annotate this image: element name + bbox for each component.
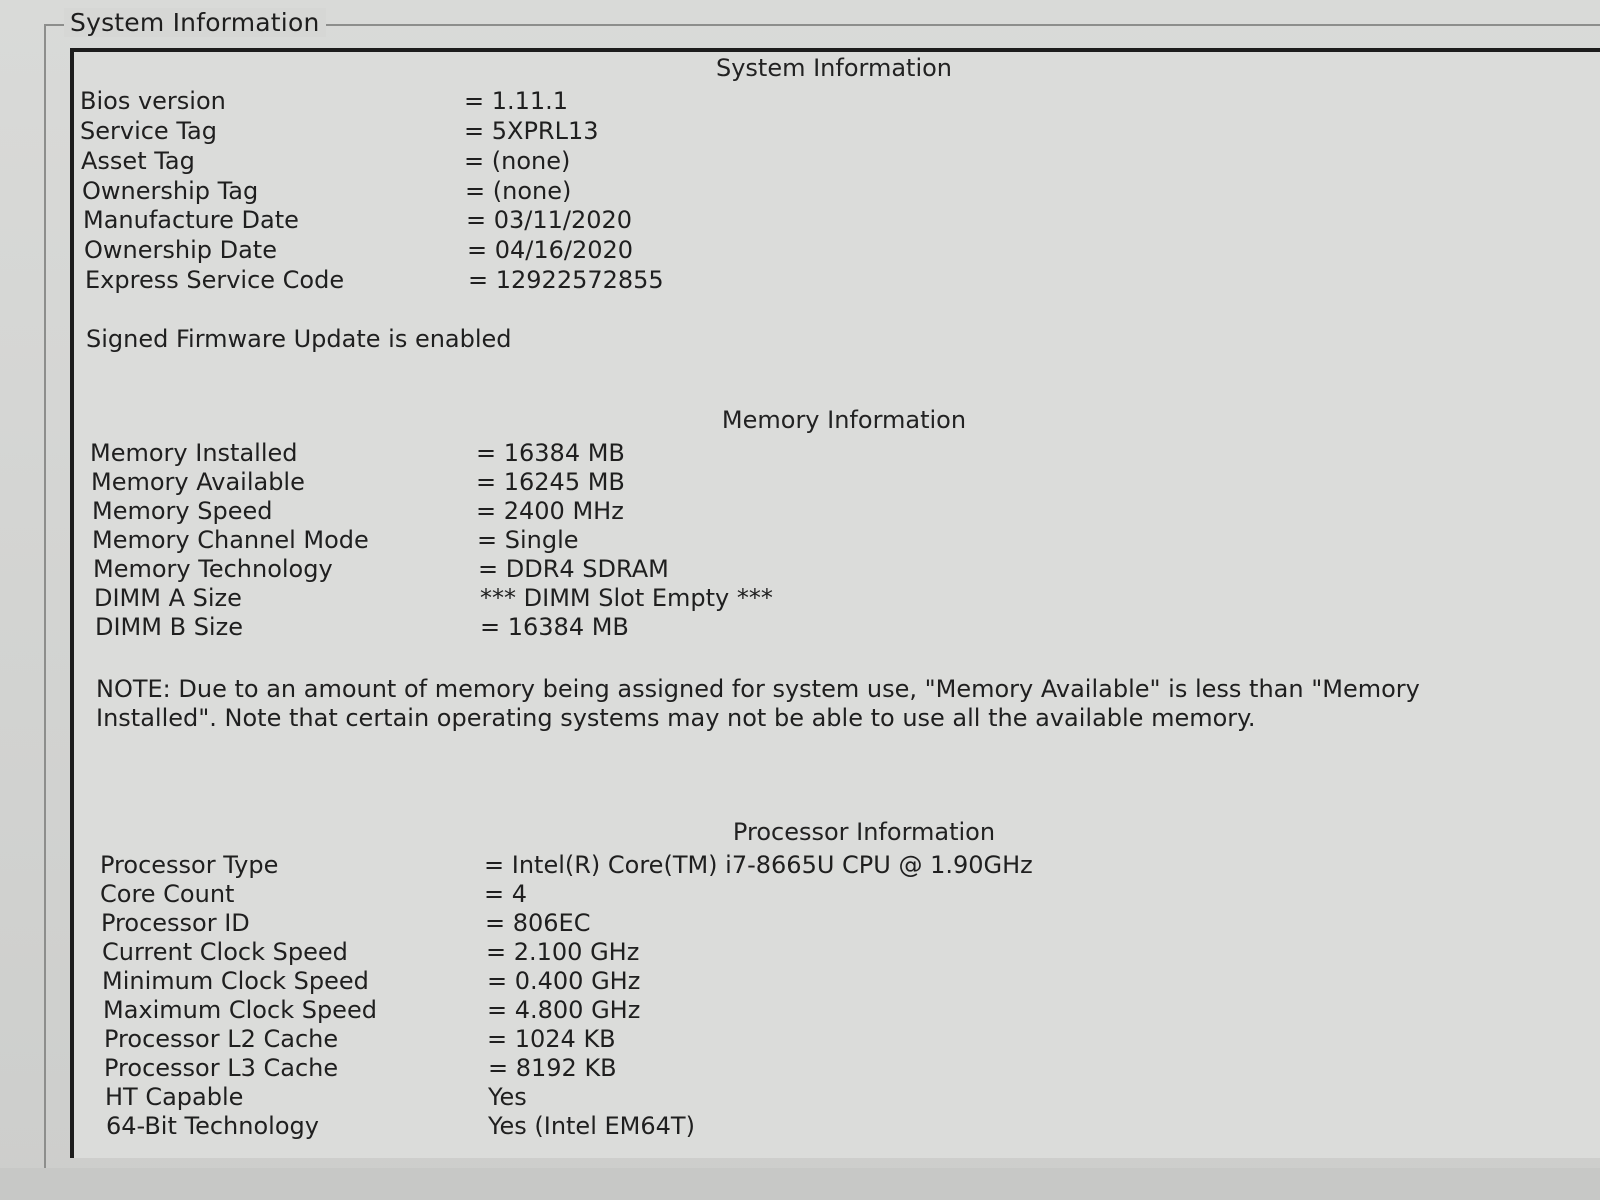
info-value: = 5XPRL13 — [464, 117, 599, 145]
info-label: Core Count — [100, 880, 235, 908]
info-label: Processor L3 Cache — [104, 1054, 339, 1082]
info-label: 64-Bit Technology — [106, 1112, 319, 1140]
info-label: Memory Installed — [90, 439, 298, 467]
info-value: = 16384 MB — [480, 613, 629, 641]
info-label: DIMM A Size — [94, 584, 242, 612]
info-label: Minimum Clock Speed — [102, 967, 369, 995]
info-value: = 4.800 GHz — [487, 996, 641, 1024]
info-value: = DDR4 SDRAM — [478, 555, 669, 583]
info-value: = 2400 MHz — [476, 497, 624, 525]
info-value: = 0.400 GHz — [487, 967, 641, 995]
info-label: Processor L2 Cache — [104, 1025, 339, 1053]
info-value: = 4 — [484, 880, 528, 908]
info-value: = 1024 KB — [487, 1025, 616, 1053]
info-value: = 16384 MB — [476, 439, 625, 467]
info-label: Processor ID — [101, 909, 250, 937]
info-value: = Intel(R) Core(TM) i7-8665U CPU @ 1.90GHz — [484, 851, 1033, 879]
info-value: = 16245 MB — [476, 468, 625, 496]
info-value: = (none) — [465, 177, 572, 205]
info-value: = 04/16/2020 — [467, 236, 634, 264]
info-value: Yes (Intel EM64T) — [488, 1112, 695, 1140]
info-label: Ownership Date — [84, 236, 277, 264]
info-label: HT Capable — [105, 1083, 244, 1111]
info-value: = 806EC — [485, 909, 591, 937]
info-value: *** DIMM Slot Empty *** — [480, 584, 773, 612]
info-label: Processor Type — [100, 851, 279, 879]
info-label: Memory Available — [91, 468, 305, 496]
signed-firmware-message: Signed Firmware Update is enabled — [86, 325, 512, 353]
info-value: Yes — [488, 1083, 527, 1111]
info-label: Express Service Code — [85, 266, 345, 294]
system-information-heading: System Information — [715, 54, 953, 82]
info-value: = 2.100 GHz — [486, 938, 640, 966]
info-label: Ownership Tag — [82, 177, 259, 205]
info-label: Asset Tag — [81, 147, 195, 175]
info-value: = (none) — [464, 147, 571, 175]
info-label: Memory Technology — [93, 555, 333, 583]
info-label: Memory Channel Mode — [92, 526, 369, 554]
info-label: Current Clock Speed — [102, 938, 348, 966]
processor-information-heading: Processor Information — [732, 818, 996, 846]
memory-note: NOTE: Due to an amount of memory being assigned for system use, "Memory Available" is less than "Memory Installed". Note that certain operating systems may not be able to use all the available memory. — [96, 675, 1420, 732]
info-label: DIMM B Size — [95, 613, 243, 641]
info-label: Memory Speed — [92, 497, 273, 525]
groupbox-title: System Information — [64, 8, 326, 37]
info-value: = 8192 KB — [488, 1054, 617, 1082]
info-value: = 12922572855 — [468, 266, 664, 294]
info-value: = 03/11/2020 — [466, 206, 633, 234]
bottom-strip — [0, 1168, 1600, 1200]
info-label: Manufacture Date — [83, 206, 299, 234]
info-label: Maximum Clock Speed — [103, 996, 377, 1024]
info-label: Bios version — [80, 87, 226, 115]
info-label: Service Tag — [80, 117, 217, 145]
info-value: = 1.11.1 — [464, 87, 569, 115]
memory-information-heading: Memory Information — [721, 406, 967, 434]
info-value: = Single — [477, 526, 579, 554]
